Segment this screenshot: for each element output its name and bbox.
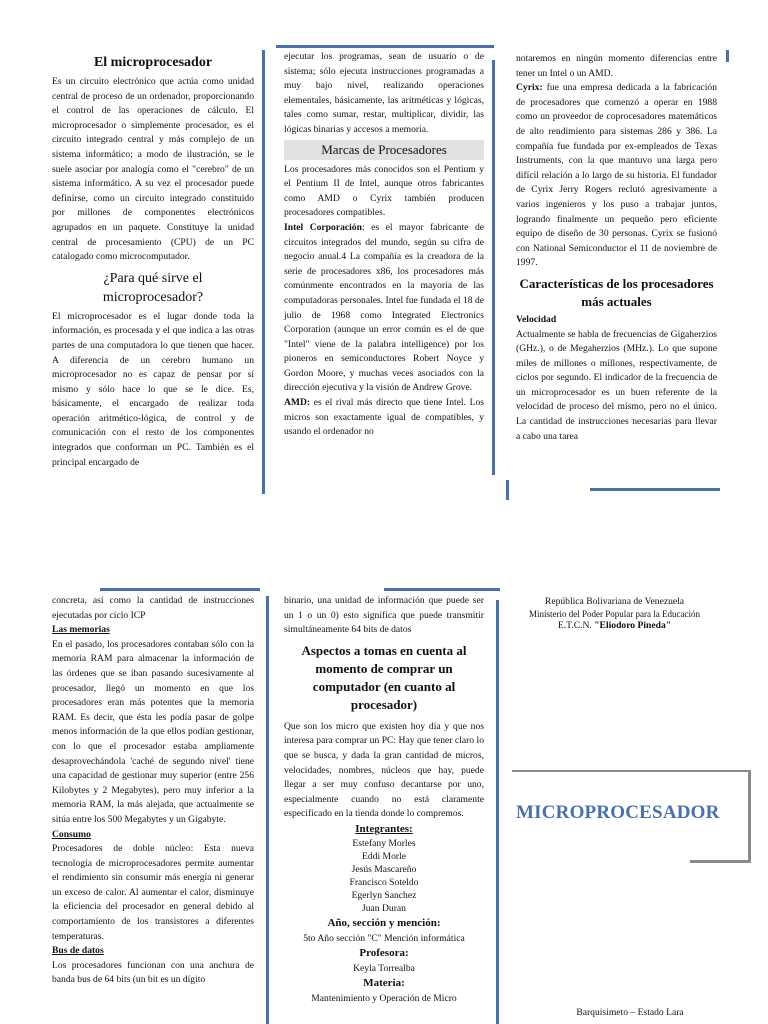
- credits: [284, 822, 484, 1005]
- member-6: Juan Duran: [362, 902, 406, 914]
- panel-3-top-text: notaremos en ningún momento diferencias entre tener un Intel o un AMD.: [516, 53, 717, 79]
- memorias-text: En el pasado, los procesadores contaban sólo con la memoria RAM para almacenar la información de las órdenes que se iban pasando sucesivamente al procesador, llegó un momento en que los procesadores eran más potentes que la memoria RAM. Es decir, que ésta les podía pasar de golpe menos información de la que ellos podían gestionar, con lo que el procesador estaba ampliamente desaprovechándola 'caché de segundo nivel' tiene una capacidad de gestionar muy superior (entre 256 Kilobytes y 2 Megabytes), pero muy inferior a la memoria RAM, la más alejada, que actualmente se sitúa entre los 500 Megabytes y un Gigabyte.: [52, 638, 254, 825]
- profesora-label: Profesora:: [359, 946, 409, 959]
- member-5: Egerlyn Sanchez: [351, 889, 417, 901]
- intel-paragraph: [284, 221, 484, 396]
- rule-p3-right: [726, 50, 729, 62]
- ano-label: Año, sección y mención:: [327, 916, 441, 929]
- panel-1: [52, 50, 254, 470]
- integrantes-label: Integrantes:: [355, 822, 413, 835]
- rule-p2-right: [492, 60, 495, 475]
- panel-2: [284, 50, 484, 440]
- profesora-name: Keyla Torrealba: [353, 962, 415, 974]
- amd-label: AMD:: [284, 397, 311, 409]
- member-4: Francisco Soteldo: [349, 876, 419, 888]
- member-1: Estefany Morles: [352, 837, 416, 849]
- intel-label: Intel Corporación: [284, 221, 362, 233]
- bus-text: Los procesadores funcionan con una anchura de banda bus de 64 bits (un bit es un dígito: [52, 959, 254, 986]
- rule-p3-bottom-h: [590, 488, 720, 491]
- consumo-text: Procesadores de doble núcleo: Esta nueva tecnología de microprocesadores permite aumentar el rendimiento sin consumir más energía ni generar un exceso de calor. Al aumentar el calor, disminuye la eficiencia del procesador en general debido al comportamiento de los transistores a diferentes temperaturas.: [52, 843, 254, 942]
- member-2: Eddi Morle: [362, 850, 406, 862]
- cover-footer: Barquisimeto – Estado Lara: [576, 1007, 684, 1018]
- velocidad-text: Actualmente se habla de frecuencias de Gigaherzios (GHz.), o de Megaherzios (MHz.). Lo que supone miles de millones o millones, respectivamente, de ciclos por segundo. El indicador de la frecuencia de un microprocesador es un buen referente de la velocidad de proceso del mismo, pero no el único. La cantidad de instrucciones necesarias para llevar a cabo una tarea: [516, 328, 717, 442]
- cover-frame-right: [748, 770, 751, 862]
- cyrix-label: Cyrix:: [516, 82, 543, 94]
- panel-1-title: El microprocesador: [93, 55, 213, 70]
- panel-6-header: [512, 596, 717, 632]
- rule-p5-top: [384, 588, 500, 591]
- rule-p3-bottom: [506, 480, 509, 500]
- panel-3: [516, 52, 717, 444]
- materia-label: Materia:: [363, 976, 405, 989]
- consumo-label: Consumo: [52, 828, 91, 840]
- materia-text: Mantenimiento y Operación de Micro: [311, 992, 457, 1004]
- velocidad-label: Velocidad: [516, 313, 557, 325]
- cyrix-paragraph: [516, 81, 717, 271]
- rule-p5-right: [496, 600, 499, 1024]
- aspectos-title: Aspectos a tomas en cuenta al momento de comprar un computador (en cuanto al procesador): [301, 642, 467, 712]
- ministerio-line: Ministerio del Poder Popular para la Educación: [529, 609, 700, 619]
- memorias-label: Las memorias: [52, 624, 110, 636]
- caracteristicas-title: Características de los procesadores más actuales: [519, 275, 714, 309]
- rule-p1-right: [262, 50, 265, 494]
- republica-line: República Bolivariana de Venezuela: [544, 596, 685, 607]
- ano-text: 5to Año sección "C" Mención informática: [303, 932, 465, 944]
- school-line: E.T.C.N. "Eliodoro Pineda": [557, 620, 672, 631]
- panel-4-top-text: concreta, así como la cantidad de instrucciones ejecutadas por ciclo ICP: [52, 595, 254, 621]
- panel-5: [284, 594, 484, 1005]
- rule-p2-top: [276, 45, 494, 48]
- panel-1-question-text: El microprocesador es el lugar donde toda la información, es procesada y el que indica a las otras partes de una computadora lo que tienen que hacer. A diferencia de un cerebro humano un microprocesador no es capaz de pensar por sí mismo y sólo hace lo que se le dice. Es, básicamente, el encargado de realizar toda operación aritmético-lógica, de control y de comunicación con el resto de los componentes integrados que conforman un PC. También es el principal encargado de: [52, 310, 254, 468]
- marcas-title: Marcas de Procesadores: [284, 140, 484, 160]
- member-3: Jesús Mascareño: [351, 863, 417, 875]
- amd-text: es el rival más directo que tiene Intel. Los micros son exactamente igual de compatibles, y usando el ordenador no: [284, 397, 484, 438]
- rule-p5-left: [266, 596, 269, 1024]
- cover-frame-bottom: [690, 860, 751, 863]
- panel-1-question-title: ¿Para qué sirve el microprocesador?: [102, 270, 204, 305]
- cover-frame-top: [512, 770, 750, 772]
- panel-1-intro: Es un circuito electrónico que actúa como unidad central de proceso de un ordenador, proporcionando el control de las operaciones de cálculo. El microprocesador o simplemente procesador, es el circuito integrado central y más complejo de un sistema informático; a modo de ilustración, se le suele asociar por analogía como el "cerebro" de un sistema informático. A su vez el procesador puede definirse, como un circuito integrado constituido por millones de componentes electrónicos agrupados en un paquete. Constituye la unidad central de procesamiento (CPU) de un PC catalogado como microcomputador.: [52, 76, 254, 263]
- panel-2-top-text: ejecutar los programas, sean de usuario o de sistema; sólo ejecuta instrucciones programadas a muy bajo nivel, realizando operaciones elementales, básicamente, las aritméticas y lógicas, tales como sumar, restar, multiplicar, dividir, las lógicas binarias y accesos a memoria.: [284, 51, 484, 135]
- panel-4: [52, 594, 254, 988]
- marcas-intro: Los procesadores más conocidos son el Pentium y el Pentium II de Intel, aunque otros fabricantes como AMD o Cyrix también producen procesadores compatibles.: [284, 163, 484, 219]
- amd-paragraph: [284, 396, 484, 440]
- rule-p4-top: [100, 588, 260, 591]
- aspectos-text: Que son los micro que existen hoy día y que nos interesa para comprar un PC: Hay que tener claro lo que se busca, y dada la gran cantidad de micros, velocidades, nombres, núcleos que hay, puede llegar a ser muy confuso decantarse por uno, especialmente cuando no está claramente especificado en la tienda donde lo compremos.: [284, 720, 484, 820]
- panel-5-top-text: binario, una unidad de información que puede ser un 1 o un 0) esto significa que puede transmitir simultáneamente 64 bits de datos: [284, 595, 484, 636]
- intel-text: : es el mayor fabricante de circuitos integrados del mundo, según su cifra de negocio anual.4 La compañía es la creadora de la serie de procesadores x86, los procesadores más comúnmente encontrados en la mayoría de las computadoras personales. Intel fue fundada el 18 de julio de 1968 como Integrated Electronics Corporation (aunque un error común es el de que "Intel" viene de la palabra intelligence) por los pioneros en semiconductores Robert Noyce y Gordon Moore, y muchas veces asociados con la dirección ejecutiva y la visión de Andrew Grove.: [284, 221, 484, 394]
- bus-label: Bus de datos: [52, 945, 104, 957]
- cover-title: MICROPROCESADOR: [516, 802, 720, 823]
- cyrix-text: fue una empresa dedicada a la fabricación de procesadores que comenzó a operar en 1988 como un proveedor de coprocesadores matemáticos de alto rendimiento para sistemas 286 y 386. La compañía fue fundada por ex-empleados de Texas Instruments, con la que mantuvo una larga pero difícil relación a lo largo de su historia. El fundador de Cyrix Jerry Rogers reclutó agresivamente a varios ingenieros y los puso a trabajar juntos, logrando finalmente un pequeño pero eficiente equipo de diseño de 30 personas. Cyrix se fusionó con National Semiconductor el 11 de noviembre de 1997.: [516, 82, 717, 269]
